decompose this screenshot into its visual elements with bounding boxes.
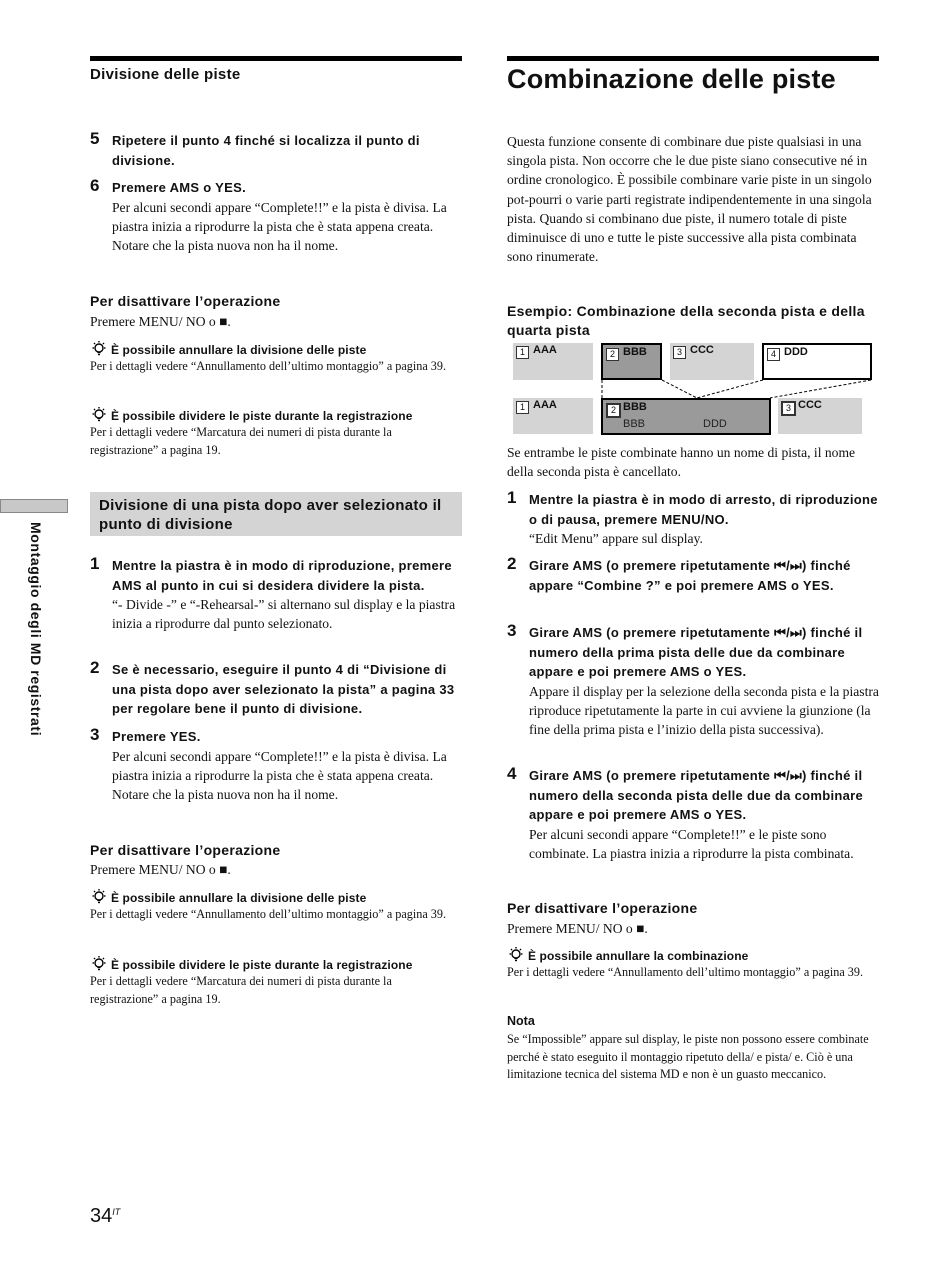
step-description: Per alcuni secondi appare “Complete!!” e la pista è divisa. La piastra inizia a riprodurre la pista che è stata appena creata. Notare che la pista nuova non ha il nome. [112,199,447,253]
track-number: 4 [767,348,780,361]
track-1-after [513,398,593,434]
tip-title: È possibile annullare la divisione delle piste [111,891,367,905]
tip-block [90,406,462,459]
note-heading: Nota [507,1014,535,1028]
track-1-before [513,343,593,380]
tip-text: Per i dettagli vedere “Annullamento dell’ultimo montaggio” a pagina 39. [90,907,447,921]
cancel-heading: Per disattivare l’operazione [507,900,698,916]
page-number-value: 34 [90,1205,113,1227]
section-rule [507,56,879,61]
step-number: 2 [507,554,517,573]
track-number: 1 [516,346,529,359]
track-label: DDD [784,346,808,358]
step-instruction: Girare AMS (o premere ripetutamente ⏮/⏭) finché il numero della seconda pista delle due da combinare appare e poi premere AMS o YES. [529,768,864,822]
cancel-heading: Per disattivare l’operazione [90,842,281,858]
step-instruction: Girare AMS (o premere ripetutamente ⏮/⏭) finché appare “Combine ?” e poi premere AMS o YES. [529,558,851,593]
track-number: 2 [606,403,621,418]
track-label: AAA [533,399,557,411]
step-instruction: Girare AMS (o premere ripetutamente ⏮/⏭) finché il numero della prima pista delle due da combinare appare e poi premere AMS o YES. [529,625,863,679]
cancel-heading: Per disattivare l’operazione [90,293,281,309]
tip-block [507,946,879,982]
track-4-before [762,343,872,380]
step-number: 1 [90,554,100,573]
section-title-division: Divisione delle piste [90,66,241,83]
lightbulb-icon [90,888,108,906]
segment-label: DDD [703,418,727,430]
segment-label: BBB [623,418,646,430]
step-number: 3 [90,725,100,744]
cancel-text: Premere MENU/ NO o ■. [90,314,231,329]
tip-text: Per i dettagli vedere “Annullamento dell’ultimo montaggio” a pagina 39. [90,359,447,373]
step-description: “- Divide -” e “-Rehearsal-” si alternano sul display e la piastra inizia a riprodurre dal punto selezionato. [112,597,456,632]
example-title: Esempio: Combinazione della seconda pista e della quarta pista [507,303,865,338]
step-4 [507,766,879,863]
tip-block [90,340,462,376]
track-label: BBB [623,401,647,413]
step-1 [90,556,462,633]
track-label: CCC [798,399,822,411]
lightbulb-icon [90,340,108,358]
step-number: 3 [507,621,517,640]
page-number [90,1205,120,1228]
tip-title: È possibile dividere le piste durante la registrazione [111,409,413,423]
track-number: 1 [516,401,529,414]
track-number: 3 [781,401,796,416]
step-description: “Edit Menu” appare sul display. [529,531,703,546]
tip-text: Per i dettagli vedere “Marcatura dei numeri di pista durante la registrazione” a pagina 19. [90,425,392,457]
page-title: Combinazione delle piste [507,64,836,94]
step-number: 4 [507,764,517,783]
step-5 [90,131,462,170]
side-tab-marker [0,499,68,513]
lightbulb-icon [90,955,108,973]
tip-title: È possibile annullare la divisione delle piste [111,343,367,357]
section-title-after-select: Divisione di una pista dopo aver selezionato il punto di divisione [99,497,442,533]
step-6 [90,178,462,255]
cancel-text: Premere MENU/ NO o ■. [507,921,648,936]
step-description: Appare il display per la selezione della seconda pista e la piastra riproduce ripetutamente la parte in cui avviene la giunzione (la fine della prima pista e l’inizio della pista successiva). [529,683,879,737]
step-description: Per alcuni secondi appare “Complete!!” e le piste sono combinate. La piastra inizia a riprodurre la pista combinata. [529,826,854,861]
track-2-before [601,343,662,380]
track-3-after [778,398,862,434]
track-label: BBB [623,346,647,358]
section-header-box [90,492,462,536]
step-3 [507,623,879,739]
tip-text: Per i dettagli vedere “Annullamento dell’ultimo montaggio” a pagina 39. [507,965,864,979]
step-number: 6 [90,176,100,195]
lightbulb-icon [507,946,525,964]
track-label: AAA [533,344,557,356]
step-instruction: Premere AMS o YES. [112,180,247,195]
step-instruction: Premere YES. [112,729,201,744]
track-2-after-combined [601,398,771,435]
step-number: 5 [90,129,100,148]
intro-paragraph: Questa funzione consente di combinare due piste qualsiasi in una singola pista. Non occorre che le due piste siano consecutive né in ordine cronologico. È possibile combinare varie piste in un singolo pot-pourri o varie parti registrate indipendentemente in una singola pista. Quando si combinano due piste, il numero totale di piste diminuisce di uno e tutte le piste successive alla pista combinata sono rinumerate. [507,134,872,265]
page-language-suffix: IT [112,1207,121,1217]
tip-title: È possibile dividere le piste durante la registrazione [111,958,413,972]
section-rule [90,56,462,61]
step-2 [507,556,879,595]
lightbulb-icon [90,406,108,424]
note-text: Se “Impossible” appare sul display, le piste non possono essere combinate perché è stato eseguito il montaggio ripetuto della/ e pista/ e. Ciò è una limitazione tecnica del sistema MD e non è un guasto meccanico. [507,1032,869,1081]
cancel-text: Premere MENU/ NO o ■. [90,862,231,877]
step-number: 1 [507,488,517,507]
track-label: CCC [690,344,714,356]
tip-block [90,888,462,924]
combine-diagram [507,340,879,440]
track-number: 3 [673,346,686,359]
step-instruction: Mentre la piastra è in modo di riproduzione, premere AMS al punto in cui si desidera dividere la pista. [112,558,452,593]
step-instruction: Se è necessario, eseguire il punto 4 di “Divisione di una pista dopo aver selezionato la pista” a pagina 33 per regolare bene il punto di divisione. [112,662,455,716]
tip-block [90,955,462,1008]
step-instruction: Mentre la piastra è in modo di arresto, di riproduzione o di pausa, premere MENU/NO. [529,492,878,527]
step-number: 2 [90,658,100,677]
tip-title: È possibile annullare la combinazione [528,949,749,963]
tip-text: Per i dettagli vedere “Marcatura dei numeri di pista durante la registrazione” a pagina 19. [90,974,392,1006]
step-3 [90,727,462,804]
step-2 [90,660,462,719]
track-3-before [670,343,754,380]
step-description: Per alcuni secondi appare “Complete!!” e la pista è divisa. La piastra inizia a riprodurre la pista che è stata appena creata. Notare che la pista nuova non ha il nome. [112,748,447,802]
diagram-note: Se entrambe le piste combinate hanno un nome di pista, il nome della seconda pista è cancellato. [507,445,856,480]
step-1 [507,490,879,548]
track-number: 2 [606,348,619,361]
step-instruction: Ripetere il punto 4 finché si localizza il punto di divisione. [112,133,420,168]
side-tab-label: Montaggio degli MD registrati [28,522,44,737]
